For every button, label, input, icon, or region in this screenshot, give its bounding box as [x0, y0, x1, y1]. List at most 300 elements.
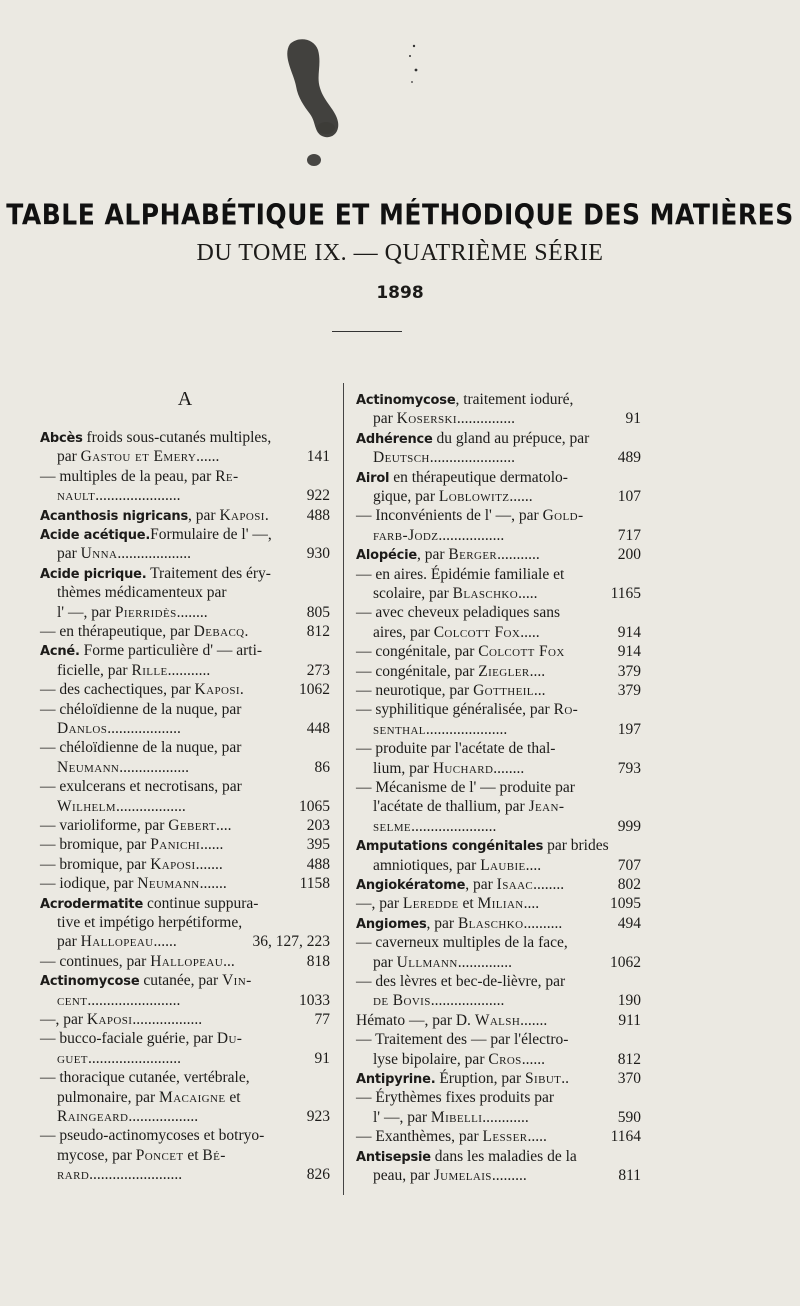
index-line	[356, 1166, 641, 1185]
dot-leader: ...	[223, 952, 235, 970]
entry-author: Ziegler	[478, 662, 530, 680]
dot-leader: .........	[491, 1167, 527, 1184]
entry-author: Laubie	[480, 856, 526, 874]
entry-text: , traitement ioduré,	[455, 391, 574, 408]
index-line	[40, 894, 330, 913]
entry-text: mycose, par	[57, 1146, 136, 1164]
page-number: 812	[306, 623, 330, 640]
index-line	[40, 486, 330, 505]
index-line	[40, 913, 330, 932]
entry-keyword: Angiokératome	[356, 878, 466, 893]
index-line	[356, 739, 641, 758]
dot-leader: ........	[176, 603, 208, 621]
page-number: 1062	[299, 681, 330, 699]
entry-keyword: Acné.	[40, 644, 80, 660]
index-line	[40, 855, 330, 874]
dot-leader: ........................	[89, 1166, 183, 1184]
entry-text: et	[225, 1088, 241, 1106]
dot-leader: ..................	[115, 797, 186, 815]
entry-author: Wilhelm	[57, 797, 116, 815]
index-line	[356, 506, 641, 525]
page-number: 922	[306, 487, 330, 505]
page-number: 200	[617, 546, 641, 564]
page-number: 999	[617, 817, 641, 835]
index-line	[40, 1010, 330, 1029]
entry-text: — thoracique cutanée, vertébrale,	[40, 1069, 250, 1087]
page-number: 923	[306, 1108, 330, 1125]
entry-keyword: Antisepsie	[356, 1149, 431, 1165]
page-title: TABLE ALPHABÉTIQUE ET MÉTHODIQUE DES MATIÈRES	[6, 198, 794, 232]
dot-leader: ..................	[128, 1108, 199, 1125]
index-line	[40, 932, 330, 951]
index-line	[356, 1069, 641, 1088]
entry-text: — des cachectiques, par	[40, 681, 195, 699]
index-line	[40, 525, 330, 544]
entry-author: Unna	[80, 545, 118, 563]
index-line	[40, 835, 330, 854]
index-line	[356, 797, 641, 816]
index-line	[40, 991, 330, 1010]
entry-keyword: Alopécie	[356, 548, 417, 564]
index-line	[356, 468, 641, 487]
page-number: 590	[617, 1108, 641, 1126]
index-line	[356, 662, 641, 681]
entry-text: aires, par	[373, 623, 434, 641]
entry-text: froids sous-cutanés multiples,	[82, 429, 272, 446]
index-line	[40, 719, 330, 738]
index-line	[40, 971, 330, 990]
index-line	[356, 565, 641, 584]
index-line	[40, 1049, 330, 1068]
page-number: 1165	[610, 585, 641, 602]
dot-leader: ........	[493, 759, 525, 777]
page-number: 802	[617, 876, 641, 893]
index-line	[40, 816, 330, 835]
dot-leader: .......	[199, 875, 227, 893]
dot-leader: ........................	[87, 991, 181, 1009]
entry-author: Cros	[488, 1050, 522, 1068]
entry-author: rard	[57, 1166, 90, 1184]
dot-leader: ...................	[430, 992, 505, 1010]
entry-text: Formulaire de l' —,	[150, 526, 272, 543]
dot-leader: ...........	[497, 546, 540, 564]
entry-author: Gottheil	[473, 682, 534, 699]
entry-text: — continues, par	[40, 952, 151, 970]
entry-author: Gold-	[542, 507, 584, 525]
entry-text: Hémato —, par D.	[356, 1011, 475, 1029]
entry-author: Danlos	[57, 720, 108, 737]
page-number: 36, 127, 223	[252, 933, 330, 951]
entry-author: senthal	[373, 720, 426, 738]
page-number: 273	[306, 661, 330, 679]
entry-author: Raingeard	[57, 1108, 129, 1125]
entry-text: et	[458, 895, 478, 913]
entry-keyword: Abcès	[40, 431, 83, 446]
entry-text: , par	[188, 506, 220, 524]
entry-keyword: Amputations congénitales	[356, 839, 544, 855]
entry-author: Kaposi.	[194, 681, 245, 699]
index-line	[40, 661, 330, 680]
dot-leader: ...	[533, 682, 546, 699]
dot-leader: ..	[561, 1070, 570, 1087]
index-line	[356, 584, 641, 603]
page-number: 1164	[610, 1128, 641, 1146]
entry-keyword: Airol	[356, 470, 390, 486]
dot-leader: ..........	[523, 914, 563, 932]
entry-text: — Traitement des — par l'électro-	[356, 1031, 569, 1049]
page-number: 812	[617, 1050, 641, 1068]
dot-leader: ......................	[429, 449, 516, 467]
entry-text: dans les maladies de la	[430, 1147, 577, 1165]
index-line	[356, 778, 641, 797]
dot-leader: ..................	[119, 758, 190, 776]
page-number: 1062	[610, 953, 641, 971]
entry-text: par	[373, 410, 397, 428]
index-line	[356, 991, 641, 1010]
entry-keyword: Acanthosis nigricans	[40, 508, 189, 524]
dot-leader: .................	[438, 526, 505, 544]
entry-text: — iodique, par	[40, 875, 138, 893]
entry-text: Éruption, par	[435, 1070, 525, 1087]
entry-text: en thérapeutique dermatolo-	[389, 468, 568, 486]
page-number: 1065	[299, 797, 330, 815]
page-number: 1158	[299, 875, 330, 893]
page-number: 793	[617, 759, 641, 777]
entry-author: Hallopeau	[150, 952, 224, 970]
page-number: 805	[306, 603, 330, 621]
dot-leader: ......................	[95, 487, 181, 505]
entry-text: peau, par	[373, 1167, 434, 1184]
entry-text: — Mécanisme de l' — produite par	[356, 779, 575, 796]
index-line	[356, 856, 641, 875]
dot-leader: ..............	[457, 953, 512, 971]
entry-keyword: Acrodermatite	[40, 896, 144, 912]
dot-leader: ......	[153, 933, 177, 951]
entry-text: Forme particulière d' — arti-	[79, 642, 263, 660]
entry-keyword: Acide picrique.	[40, 566, 147, 582]
entry-author: Jean-	[528, 798, 565, 816]
entry-author: guet	[57, 1049, 88, 1067]
dot-leader: ......	[200, 836, 224, 854]
dot-leader: ............	[482, 1108, 529, 1126]
index-line	[356, 526, 641, 545]
entry-author: Du-	[216, 1030, 243, 1048]
entry-text: gique, par	[373, 488, 439, 505]
entry-author: selme	[373, 817, 412, 835]
year-heading: 1898	[376, 283, 424, 303]
index-line	[356, 700, 641, 719]
index-line	[356, 603, 641, 622]
entry-text: par brides	[543, 837, 609, 855]
dot-leader: .....	[520, 623, 540, 641]
entry-author: de Bovis	[373, 992, 431, 1010]
page-number: 494	[617, 914, 641, 932]
entry-author: Deutsch	[373, 449, 430, 467]
entry-author: Kaposi	[150, 855, 196, 873]
entry-keyword: Actinomycose	[40, 974, 140, 990]
entry-author: Colcott Fox	[433, 623, 521, 641]
entry-author: cent	[57, 991, 88, 1009]
page-number: 1095	[610, 895, 641, 913]
entry-author: Blaschko	[452, 585, 519, 602]
entry-text: scolaire, par	[373, 585, 453, 602]
page-number: 826	[306, 1166, 330, 1184]
entry-text: — Érythèmes fixes produits par	[356, 1089, 555, 1107]
entry-keyword: Actinomycose	[356, 393, 456, 408]
index-line	[356, 953, 641, 972]
index-line	[356, 623, 641, 642]
index-line	[40, 1107, 330, 1126]
index-line	[356, 759, 641, 778]
page-number: 77	[314, 1011, 330, 1028]
entry-author: Blaschko	[457, 914, 524, 932]
entry-author: Gastou et Emery	[80, 448, 197, 466]
entry-author: Vin-	[222, 972, 252, 990]
dot-leader: ....	[529, 662, 546, 680]
entry-author: nault	[57, 487, 96, 505]
entry-author: Loblowitz	[438, 488, 510, 505]
entry-author: Ro-	[553, 701, 579, 719]
entry-text: l' —, par	[57, 603, 115, 621]
index-line	[40, 777, 330, 796]
index-line	[40, 467, 330, 486]
entry-keyword: Acide acétique.	[40, 528, 151, 543]
index-line	[40, 428, 330, 447]
entry-text: lium, par	[373, 759, 433, 777]
entry-text: — neurotique, par	[356, 682, 474, 699]
page-number: 818	[306, 952, 330, 970]
index-line	[356, 1127, 641, 1146]
entry-text: — Inconvénients de l' —, par	[356, 507, 543, 525]
entry-text: lyse bipolaire, par	[373, 1050, 489, 1068]
dot-leader: ......	[509, 488, 533, 505]
dot-leader: ......	[521, 1050, 545, 1068]
entry-author: Gebert	[168, 817, 217, 834]
entry-text: — syphilitique généralisée, par	[356, 701, 554, 719]
entry-text: — en thérapeutique, par	[40, 623, 194, 640]
dot-leader: .......	[520, 1011, 548, 1029]
entry-text: — exulcerans et necrotisans, par	[40, 778, 242, 796]
index-line	[356, 1088, 641, 1107]
entry-author: Debacq.	[193, 623, 249, 640]
index-line	[40, 874, 330, 893]
entry-author: Milian	[477, 895, 524, 913]
ink-stain	[276, 36, 386, 186]
index-line	[356, 1108, 641, 1127]
entry-text: tive et impétigo herpétiforme,	[57, 914, 243, 931]
entry-author: Sibut	[525, 1070, 562, 1087]
page-number: 1033	[299, 991, 330, 1009]
index-line	[356, 933, 641, 952]
entry-text: et	[183, 1146, 203, 1164]
entry-text: du gland au prépuce, par	[432, 429, 590, 447]
index-line	[40, 680, 330, 699]
index-line	[40, 952, 330, 971]
index-line	[40, 622, 330, 641]
dot-leader: .....................	[425, 720, 508, 738]
index-line	[356, 875, 641, 894]
column-divider	[343, 383, 344, 1195]
entry-text: l'acétate de thallium, par	[373, 798, 529, 816]
title-divider	[332, 331, 402, 332]
entry-text: ficielle, par	[57, 661, 132, 679]
dot-leader: ...........	[167, 661, 211, 679]
index-line	[40, 1088, 330, 1107]
index-line	[356, 1147, 641, 1166]
page-number: 489	[617, 449, 641, 467]
entry-text: — produite par l'acétate de thal-	[356, 740, 556, 758]
entry-author: Huchard	[432, 759, 494, 777]
index-line	[356, 720, 641, 739]
entry-author: Poncet	[135, 1146, 184, 1164]
specks-decoration	[400, 40, 440, 90]
index-line	[356, 914, 641, 933]
entry-text: — pseudo-actinomycoses et botryo-	[40, 1127, 265, 1145]
entry-author: Hallopeau	[80, 933, 154, 951]
index-line	[40, 564, 330, 583]
entry-author: Mibelli	[430, 1108, 483, 1126]
page-number: 197	[617, 720, 641, 738]
entry-text: — Exanthèmes, par	[356, 1128, 483, 1146]
entry-keyword: Antipyrine.	[356, 1072, 436, 1087]
dot-leader: ......	[196, 448, 220, 466]
entry-author: Koserski	[396, 410, 457, 428]
entry-text: — congénitale, par	[356, 643, 479, 661]
entry-text: , par	[426, 914, 458, 932]
entry-author: Neumann	[137, 875, 200, 893]
page-number: 914	[617, 623, 641, 641]
dot-leader: ...............	[456, 410, 516, 428]
dot-leader: .......	[195, 855, 223, 873]
entry-author: farb-Jodz	[373, 526, 439, 544]
entry-text: — avec cheveux peladiques sans	[356, 604, 561, 622]
index-line	[40, 1126, 330, 1145]
entry-text: , par	[465, 876, 497, 893]
page-number: 379	[617, 662, 641, 680]
page-number: 488	[306, 506, 330, 524]
index-line	[40, 758, 330, 777]
dot-leader: ....	[523, 895, 540, 913]
entry-text: — congénitale, par	[356, 662, 479, 680]
index-line	[40, 603, 330, 622]
entry-author: Pierridès	[114, 603, 177, 621]
entry-text: continue suppura-	[143, 894, 259, 912]
index-line	[40, 544, 330, 563]
page-number: 91	[314, 1049, 330, 1067]
index-line	[40, 700, 330, 719]
entry-author: Lesser	[482, 1128, 528, 1146]
index-line	[356, 1050, 641, 1069]
dot-leader: ....	[216, 817, 232, 834]
index-line	[40, 1146, 330, 1165]
dot-leader: ...................	[117, 545, 191, 563]
entry-text: —, par	[356, 895, 403, 913]
entry-text: — multiples de la peau, par	[40, 467, 216, 485]
index-line	[40, 641, 330, 660]
page-number: 107	[617, 488, 641, 505]
index-line	[356, 429, 641, 448]
index-line	[356, 681, 641, 700]
page-number: 86	[314, 758, 330, 776]
index-line	[356, 448, 641, 467]
page-number: 379	[617, 682, 641, 699]
index-line	[40, 1029, 330, 1048]
entry-text: par	[57, 933, 81, 951]
entry-text: — caverneux multiples de la face,	[356, 934, 568, 952]
index-line	[356, 1011, 641, 1030]
index-line	[40, 797, 330, 816]
page-number: 911	[618, 1011, 641, 1029]
entry-author: Walsh	[474, 1011, 521, 1029]
entry-text: par	[57, 545, 81, 563]
entry-author: Re-	[215, 467, 239, 485]
dot-leader: .....	[527, 1128, 547, 1146]
page-subtitle: DU TOME IX. — QUATRIÈME SÉRIE	[196, 240, 604, 266]
entry-keyword: Adhérence	[356, 431, 433, 447]
dot-leader: ..................	[132, 1011, 203, 1028]
page-number: 488	[306, 855, 330, 873]
dot-leader: ......................	[411, 817, 497, 835]
index-line	[40, 506, 330, 525]
index-line	[356, 836, 641, 855]
page-number: 914	[617, 643, 641, 661]
entry-author: Rille	[131, 661, 168, 679]
entry-text: Traitement des éry-	[146, 564, 271, 582]
entry-author: Kaposi.	[219, 506, 270, 524]
index-line	[356, 894, 641, 913]
entry-author: Berger	[448, 546, 498, 564]
entry-author: Kaposi	[86, 1011, 133, 1028]
dot-leader: ........................	[87, 1049, 181, 1067]
entry-author: Jumelais	[433, 1167, 492, 1184]
index-line	[356, 972, 641, 991]
entry-text: par	[57, 448, 81, 466]
dot-leader: ...................	[107, 720, 181, 737]
entry-text: — chéloïdienne de la nuque, par	[40, 700, 242, 718]
entry-text: amniotiques, par	[373, 856, 481, 874]
page-number: 370	[617, 1070, 641, 1087]
page-number: 190	[617, 992, 641, 1010]
index-line	[356, 487, 641, 506]
index-line	[40, 447, 330, 466]
page-number: 811	[618, 1167, 641, 1184]
dot-leader: ....	[525, 856, 542, 874]
page-number: 203	[306, 817, 330, 834]
index-line	[40, 738, 330, 757]
entry-author: Colcott Fox	[478, 643, 565, 661]
section-letter: A	[177, 388, 193, 410]
entry-text: — varioliforme, par	[40, 817, 169, 834]
page-number: 717	[617, 526, 641, 544]
entry-text: — bromique, par	[40, 855, 151, 873]
page-number: 91	[625, 410, 641, 428]
entry-text: — des lèvres et bec-de-lièvre, par	[356, 973, 566, 990]
page-number: 141	[306, 448, 330, 466]
entry-author: Macaigne	[159, 1088, 226, 1106]
page-number: 395	[306, 836, 330, 854]
entry-text: —, par	[40, 1011, 87, 1028]
entry-author: Bé-	[202, 1146, 226, 1164]
entry-author: Leredde	[402, 895, 459, 913]
dot-leader: .....	[518, 585, 538, 602]
entry-text: par	[373, 953, 397, 971]
entry-text: l' —, par	[373, 1108, 431, 1126]
index-line	[356, 390, 641, 409]
entry-text: — bromique, par	[40, 836, 151, 854]
index-line	[356, 817, 641, 836]
index-line	[356, 409, 641, 428]
page-number: 448	[306, 720, 330, 737]
